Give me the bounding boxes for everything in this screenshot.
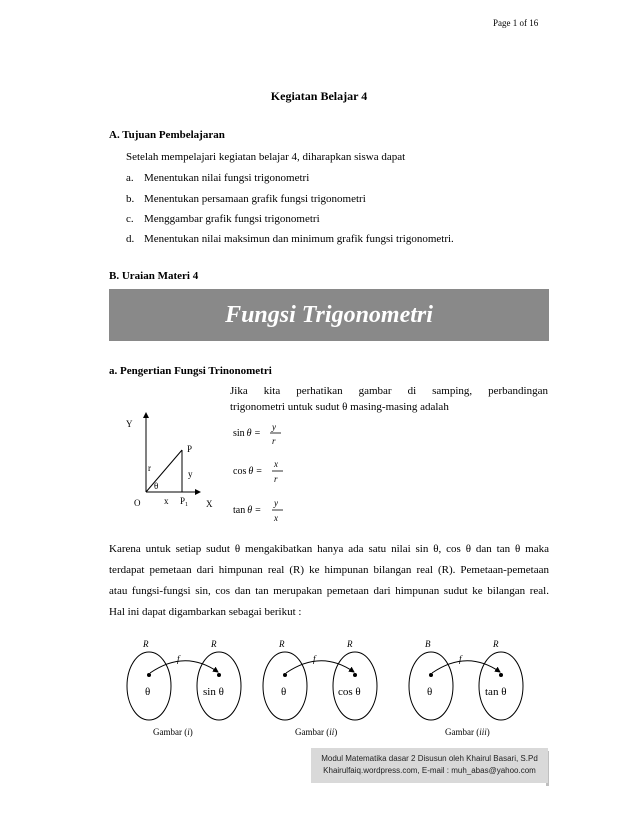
- objective-letter: d.: [126, 233, 135, 245]
- paragraph-line: Hal ini dapat digambarkan sebagai berikut :: [109, 606, 302, 618]
- objective-text: Menggambar grafik fungsi trigonometri: [144, 213, 320, 225]
- svg-text:sinθ=: sin θ =: [233, 428, 261, 439]
- paragraph-line: terdapat pemetaan dari himpunan real (R) ke himpunan bilangan real (R). Pemetaan-pemetaan: [109, 564, 549, 576]
- y-axis-label: Y: [126, 419, 133, 429]
- left-set-label: R: [143, 639, 149, 649]
- section-a-intro: Setelah mempelajari kegiatan belajar 4, diharapkan siswa dapat: [126, 151, 406, 163]
- objective-letter: b.: [126, 193, 135, 205]
- objective-item: [126, 213, 320, 225]
- svg-text:x: x: [274, 513, 278, 523]
- hypotenuse-r: [146, 450, 182, 492]
- x-axis-label: X: [206, 499, 213, 509]
- section-a-heading: A. Tujuan Pembelajaran: [109, 129, 225, 141]
- function-label: f: [313, 654, 316, 664]
- topic-banner: [109, 289, 549, 341]
- codomain-element: sin θ: [203, 686, 224, 698]
- codomain-element: cos θ: [338, 686, 361, 698]
- objective-letter: c.: [126, 213, 134, 225]
- page-title: Kegiatan Belajar 4: [270, 89, 368, 103]
- page-number: Page 1 of 16: [493, 18, 539, 28]
- mapping-sin: [127, 639, 241, 737]
- paragraph-line: atau fungsi-fungsi sin, cos dan tan merupakan pemetaan dari himpunan sudut ke bilangan real.: [109, 585, 549, 597]
- svg-text:cosθ=: cos θ =: [233, 466, 262, 477]
- triangle-diagram: [118, 405, 228, 517]
- domain-element: θ: [281, 686, 287, 698]
- point-p-label: P: [187, 444, 193, 454]
- subsection-heading: a. Pengertian Fungsi Trinonometri: [109, 365, 272, 377]
- right-set-label: R: [211, 639, 217, 649]
- function-label: f: [177, 654, 180, 664]
- codomain-element: tan θ: [485, 686, 507, 698]
- objective-item: [126, 233, 454, 245]
- footer-line: Modul Matematika dasar 2 Disusun oleh Khairul Basari, S.Pd: [321, 754, 538, 763]
- origin-label: O: [134, 498, 141, 508]
- domain-element: θ: [145, 686, 151, 698]
- side-x-label: x: [164, 496, 169, 506]
- right-set-label: R: [493, 639, 499, 649]
- mapping-diagrams: [115, 635, 535, 745]
- objective-item: [126, 172, 309, 184]
- footer-line: Khairulfaiq.wordpress.com, E-mail : muh_abas@yahoo.com: [323, 766, 536, 775]
- explanation-paragraph: [109, 539, 549, 623]
- svg-text:y: y: [272, 422, 276, 432]
- left-set-label: B: [425, 639, 431, 649]
- ratio-formulas: [230, 418, 310, 530]
- function-label: f: [459, 654, 462, 664]
- cos-formula: [233, 459, 283, 484]
- mapping-arrow: [286, 661, 354, 673]
- objective-text: Menentukan nilai maksimun dan minimum grafik fungsi trigonometri.: [144, 233, 454, 245]
- mapping-cos: [263, 639, 377, 737]
- side-r-label: r: [148, 463, 151, 473]
- mapping-arrow: [432, 661, 500, 673]
- objective-text: Menentukan persamaan grafik fungsi trigonometri: [144, 193, 366, 205]
- mapping-arrow: [150, 661, 218, 673]
- right-set-label: R: [347, 639, 353, 649]
- page-footer: [311, 748, 548, 783]
- point-p1-label: $P_1$: [180, 496, 189, 508]
- mapping-caption: Gambar (ii): [295, 727, 338, 737]
- left-set-label: R: [279, 639, 285, 649]
- intro-text-line: trigonometri untuk sudut θ masing-masing adalah: [230, 401, 449, 413]
- section-b-heading: B. Uraian Materi 4: [109, 270, 199, 282]
- angle-theta-label: θ: [154, 481, 159, 491]
- objective-letter: a.: [126, 172, 134, 184]
- svg-text:x: x: [274, 459, 278, 469]
- sin-formula: [233, 422, 281, 446]
- domain-element: θ: [427, 686, 433, 698]
- intro-text-line: Jika kita perhatikan gambar di samping, perbandingan: [230, 385, 548, 397]
- objective-item: [126, 193, 366, 205]
- banner-title: Fungsi Trigonometri: [225, 302, 433, 328]
- svg-text:tanθ=: tan θ =: [233, 505, 261, 516]
- svg-text:r: r: [274, 474, 278, 484]
- svg-text:r: r: [272, 436, 276, 446]
- mapping-tan: [409, 639, 523, 737]
- tan-formula: [233, 498, 283, 523]
- side-y-label: y: [188, 469, 193, 479]
- paragraph-line: Karena untuk setiap sudut θ mengakibatkan hanya ada satu nilai sin θ, cos θ dan tan θ maka: [109, 543, 549, 555]
- svg-text:y: y: [274, 498, 278, 508]
- objective-text: Menentukan nilai fungsi trigonometri: [144, 172, 310, 184]
- mapping-caption: Gambar (iii): [445, 727, 490, 737]
- mapping-caption: Gambar (i): [153, 727, 193, 737]
